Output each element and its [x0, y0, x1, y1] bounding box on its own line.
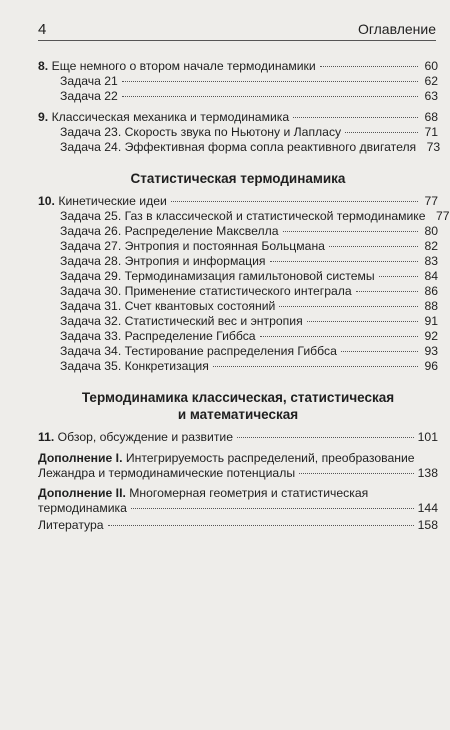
- toc-entry-task-29[interactable]: [38, 269, 438, 284]
- toc-entry-task-32[interactable]: [38, 314, 438, 329]
- chapter-title: Обзор, обсуждение и развитие: [57, 430, 233, 444]
- toc-entry-task-26[interactable]: [38, 224, 438, 239]
- page-ref: 138: [417, 466, 438, 480]
- part-heading-mixed-line2: и математическая: [177, 407, 299, 422]
- toc-entry-task-22[interactable]: [38, 89, 438, 104]
- page-ref: 144: [417, 501, 438, 515]
- page-ref: 82: [424, 239, 438, 253]
- page-ref: 63: [424, 89, 438, 103]
- toc-entry-task-31[interactable]: [38, 299, 438, 314]
- appendix-title-line1: Интегрируемость распределений, преобразование: [125, 451, 415, 465]
- chapter-number: 9.: [38, 110, 49, 124]
- page-ref: 68: [424, 110, 438, 124]
- page-ref: 92: [424, 329, 438, 343]
- toc-entry-task-21[interactable]: [38, 74, 438, 89]
- leader-dots: [293, 116, 418, 118]
- toc-entry-task-34[interactable]: [38, 344, 438, 359]
- appendix-title-line2: термодинамика: [38, 501, 127, 515]
- task-title: Задача 24. Эффективная форма сопла реактивного двигателя: [60, 140, 417, 154]
- chapter-number: 11.: [38, 430, 55, 444]
- toc-entry-appendix-1[interactable]: [38, 451, 438, 481]
- page-ref: 77: [435, 209, 450, 223]
- part-heading-statistical: Статистическая термодинамика: [130, 171, 346, 186]
- leader-dots: [171, 200, 418, 202]
- page-ref: 80: [424, 224, 438, 238]
- task-title: Задача 30. Применение статистического интеграла: [60, 284, 352, 298]
- leader-dots: [213, 365, 418, 367]
- page-ref: 73: [426, 140, 441, 154]
- leader-dots: [307, 320, 418, 322]
- toc-entry-task-28[interactable]: [38, 254, 438, 269]
- chapter-title: Классическая механика и термодинамика: [51, 110, 290, 124]
- toc-entry-chapter-11[interactable]: [38, 430, 438, 445]
- toc-entry-task-30[interactable]: [38, 284, 438, 299]
- leader-dots: [341, 350, 418, 352]
- page-ref: 101: [417, 430, 438, 444]
- task-title: Задача 28. Энтропия и информация: [60, 254, 266, 268]
- page-ref: 158: [417, 518, 438, 532]
- leader-dots: [108, 524, 414, 526]
- leader-dots: [279, 305, 418, 307]
- leader-dots: [283, 230, 418, 232]
- task-title: Задача 21: [60, 74, 118, 88]
- toc-entry-task-35[interactable]: [38, 359, 438, 374]
- leader-dots: [320, 65, 418, 67]
- task-title: Задача 25. Газ в классической и статистической термодинамике: [60, 209, 426, 223]
- running-head: [38, 16, 436, 41]
- leader-dots: [237, 436, 414, 438]
- page-ref: 84: [424, 269, 438, 283]
- leader-dots: [270, 260, 419, 262]
- task-title: Задача 34. Тестирование распределения Гиббса: [60, 344, 337, 358]
- toc-entry-task-33[interactable]: [38, 329, 438, 344]
- leader-dots: [299, 472, 414, 474]
- leader-dots: [260, 335, 418, 337]
- toc-entry-task-23[interactable]: [38, 125, 438, 140]
- toc-entry-chapter-9[interactable]: [38, 110, 438, 125]
- toc-entry-appendix-2[interactable]: [38, 486, 438, 516]
- page-ref: 83: [424, 254, 438, 268]
- page-ref: 77: [424, 194, 438, 208]
- leader-dots: [329, 245, 418, 247]
- chapter-number: 10.: [38, 194, 55, 208]
- task-title: Задача 35. Конкретизация: [60, 359, 209, 373]
- toc-entry-references[interactable]: [38, 518, 438, 533]
- page-ref: 88: [424, 299, 438, 313]
- appendix-title-line1: Многомерная геометрия и статистическая: [129, 486, 369, 500]
- page-ref: 71: [424, 125, 438, 139]
- task-title: Задача 29. Термодинамизация гамильтоновой системы: [60, 269, 375, 283]
- leader-dots: [122, 80, 418, 82]
- toc-entry-task-25[interactable]: [38, 209, 450, 224]
- page-ref: 62: [424, 74, 438, 88]
- appendix-label: Дополнение II.: [38, 486, 126, 500]
- page-ref: 60: [424, 59, 438, 73]
- leader-dots: [356, 290, 418, 292]
- chapter-title: Еще немного о втором начале термодинамики: [51, 59, 316, 73]
- chapter-title: Кинетические идеи: [58, 194, 167, 208]
- page-ref: 91: [424, 314, 438, 328]
- task-title: Задача 27. Энтропия и постоянная Больцмана: [60, 239, 325, 253]
- running-title: Оглавление: [357, 21, 436, 37]
- page-ref: 86: [424, 284, 438, 298]
- toc-entry-task-24[interactable]: [38, 140, 441, 155]
- part-heading-mixed-line1: Термодинамика классическая, статистическая: [81, 390, 395, 405]
- leader-dots: [131, 507, 414, 509]
- chapter-number: 8.: [38, 59, 49, 73]
- references-title: Литература: [38, 518, 104, 532]
- page-ref: 93: [424, 344, 438, 358]
- task-title: Задача 31. Счет квантовых состояний: [60, 299, 276, 313]
- task-title: Задача 33. Распределение Гиббса: [60, 329, 256, 343]
- page-ref: 96: [424, 359, 438, 373]
- leader-dots: [122, 95, 418, 97]
- task-title: Задача 22: [60, 89, 118, 103]
- task-title: Задача 26. Распределение Максвелла: [60, 224, 279, 238]
- toc-entry-chapter-10[interactable]: [38, 194, 438, 209]
- appendix-label: Дополнение I.: [38, 451, 123, 465]
- task-title: Задача 23. Скорость звука по Ньютону и Лапласу: [60, 125, 342, 139]
- leader-dots: [379, 275, 418, 277]
- toc-entry-task-27[interactable]: [38, 239, 438, 254]
- leader-dots: [345, 131, 418, 133]
- task-title: Задача 32. Статистический вес и энтропия: [60, 314, 303, 328]
- toc-entry-chapter-8[interactable]: [38, 59, 438, 74]
- page-number: 4: [38, 21, 47, 38]
- appendix-title-line2: Лежандра и термодинамические потенциалы: [38, 466, 296, 480]
